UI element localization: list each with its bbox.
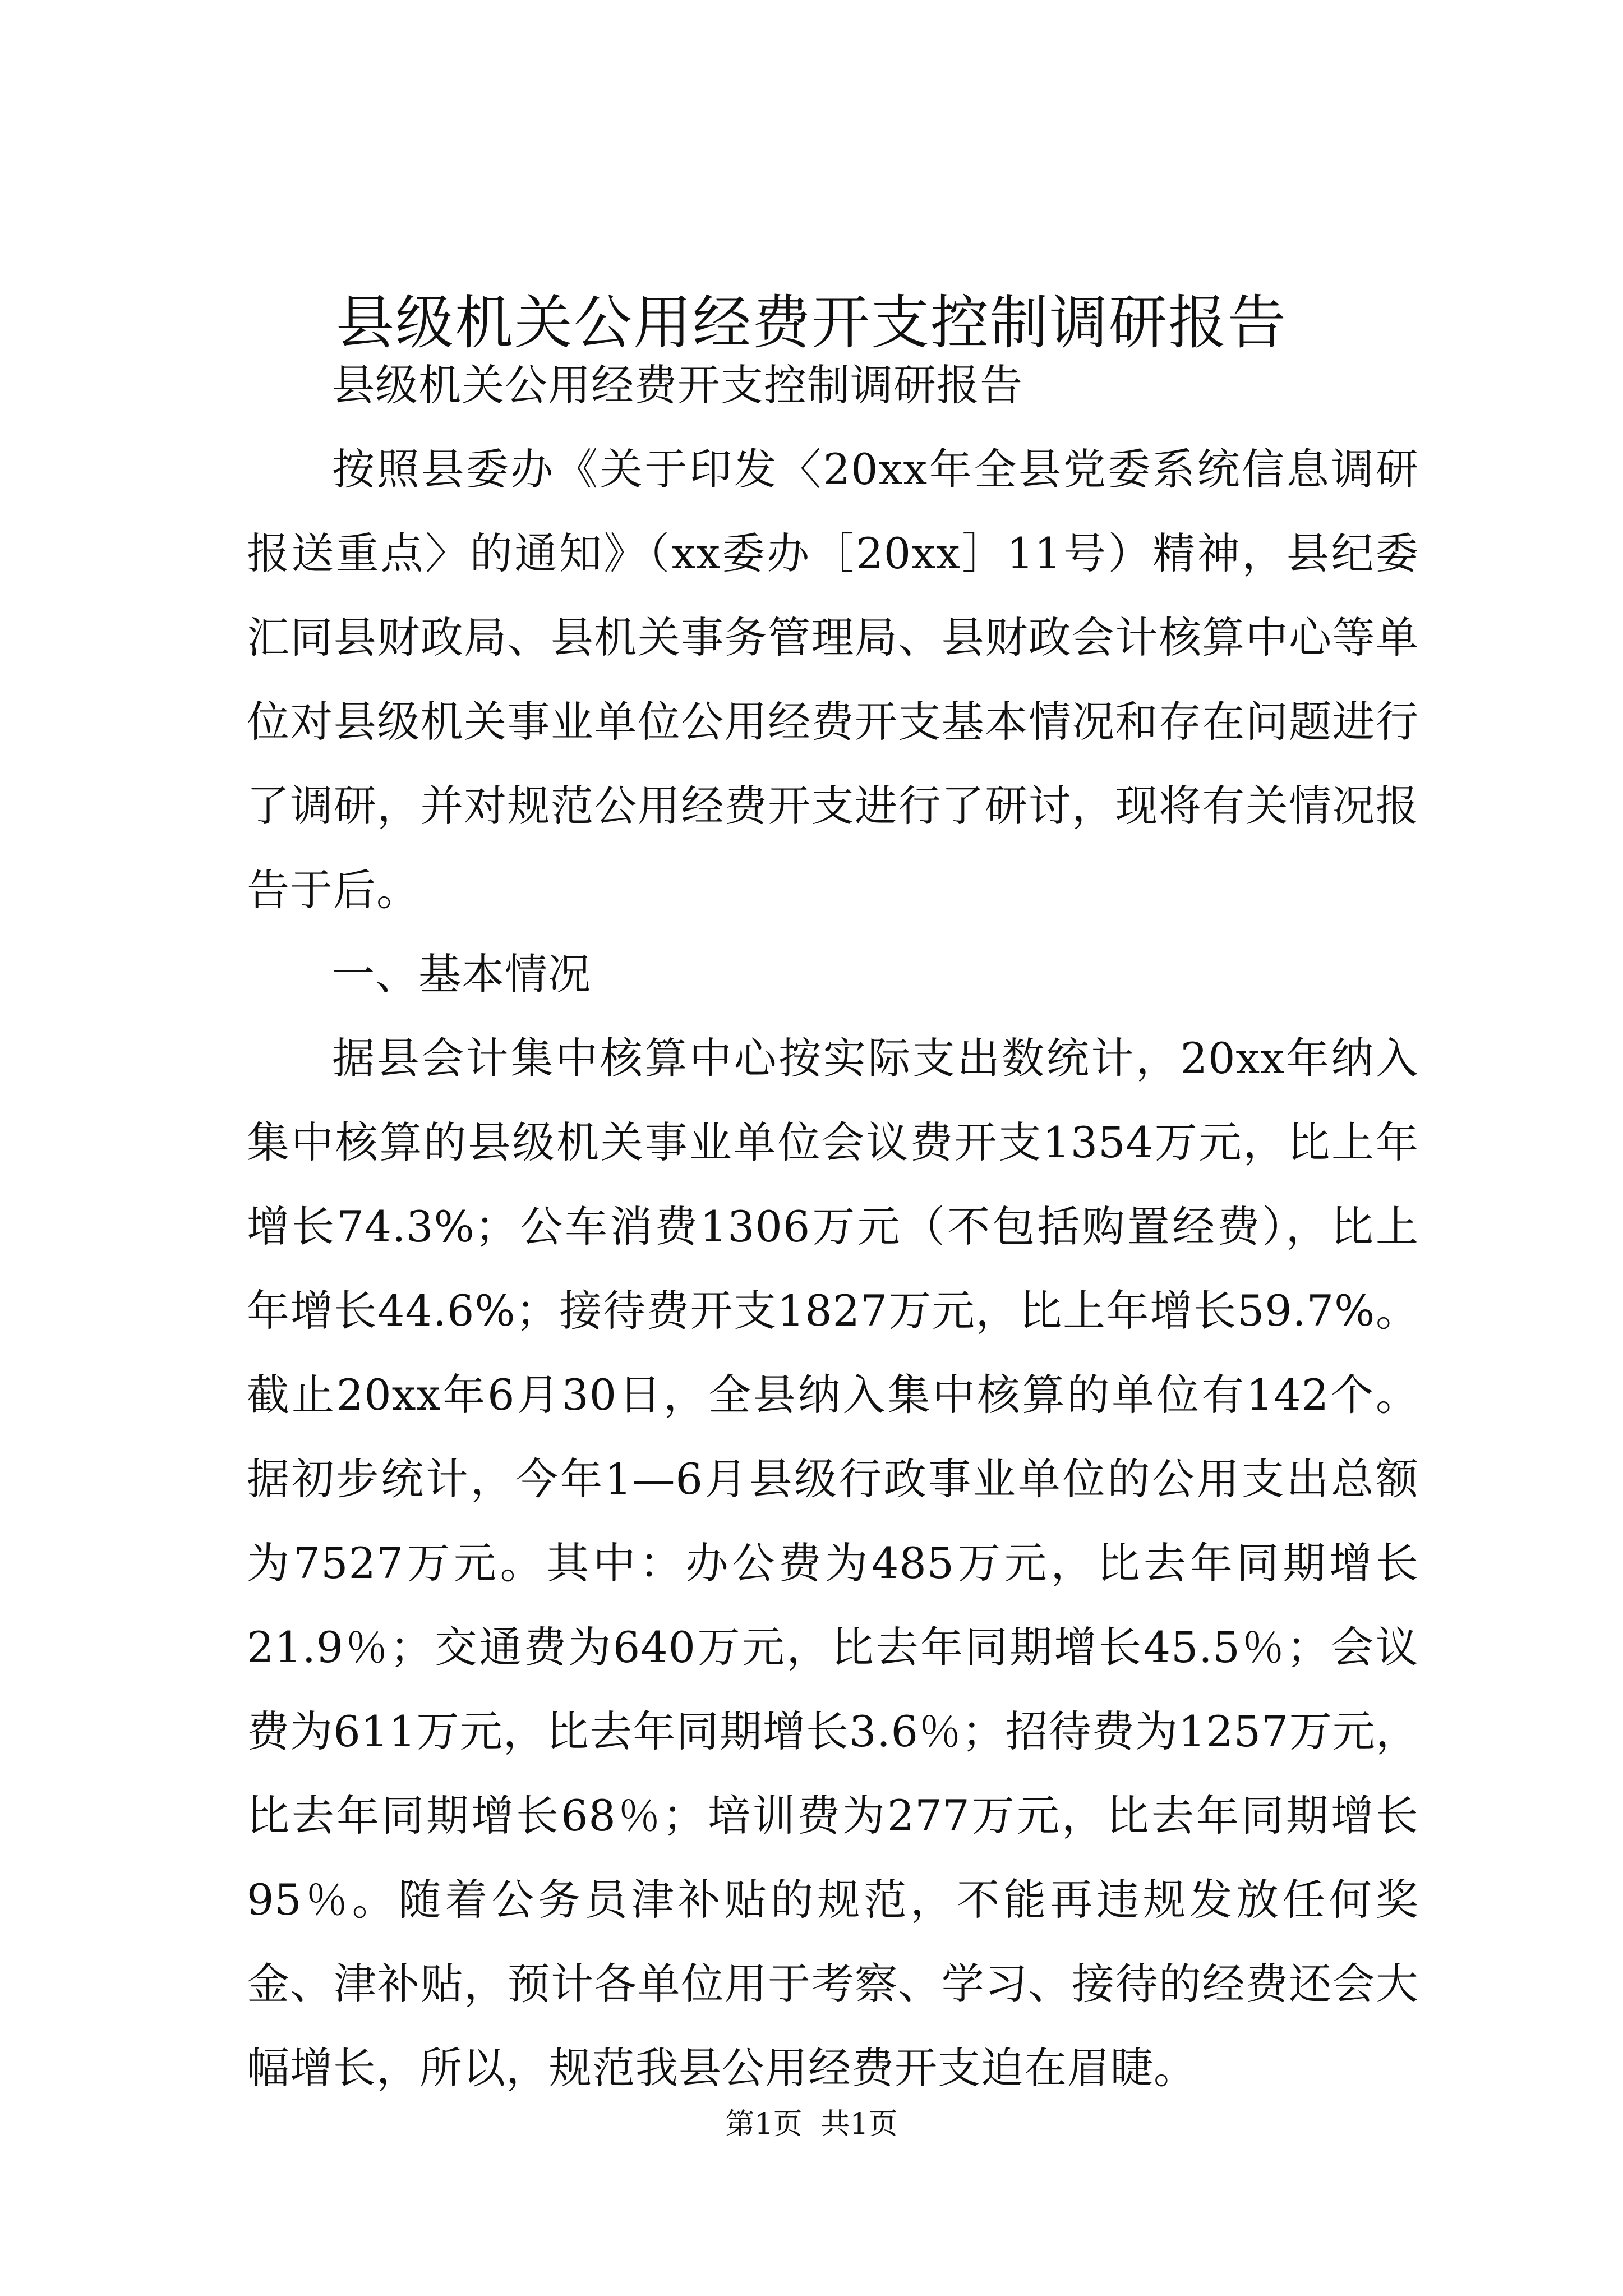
section-heading: 一、基本情况 [332, 949, 591, 999]
intro-paragraph: 按照县委办《关于印发〈20xx年全县党委系统信息调研报送重点〉的通知》（xx委办［20xx］11号）精神，县纪委汇同县财政局、县机关事务管理局、县财政会计核算中心等单位对县级机关事业单位公用经费开支基本情况和存在问题进行了调研，并对规范公用经费开支进行了研讨，现将有关情况报告于后。 [247, 444, 1419, 915]
page-footer [0, 2105, 1623, 2144]
document-title: 县级机关公用经费开支控制调研报告 [335, 288, 1287, 357]
document-body [247, 343, 1419, 2110]
page-number-label: 第1页 共1页 [725, 2108, 898, 2141]
basic-situation-paragraph: 据县会计集中核算中心按实际支出数统计，20xx年纳入集中核算的县级机关事业单位会议费开支1354万元，比上年增长74.3%；公车消费1306万元（不包括购置经费），比上年增长44.6%；接待费开支1827万元，比上年增长59.7%。截止20xx年6月30日，全县纳入集中核算的单位有142个。据初步统计，今年1—6月县级行政事业单位的公用支出总额为7527万元。其中：办公费为485万元，比去年同期增长21.9％；交通费为640万元，比去年同期增长45.5％；会议费为611万元，比去年同期增长3.6％；招待费为1257万元，比去年同期增长68％；培训费为277万元，比去年同期增长95％。随着公务员津补贴的规范，不能再违规发放任何奖金、津补贴，预计各单位用于考察、学习、接待的经费还会大幅增长，所以，规范我县公用经费开支迫在眉睫。 [247, 1033, 1419, 2093]
subtitle-paragraph: 县级机关公用经费开支控制调研报告 [332, 360, 1023, 410]
